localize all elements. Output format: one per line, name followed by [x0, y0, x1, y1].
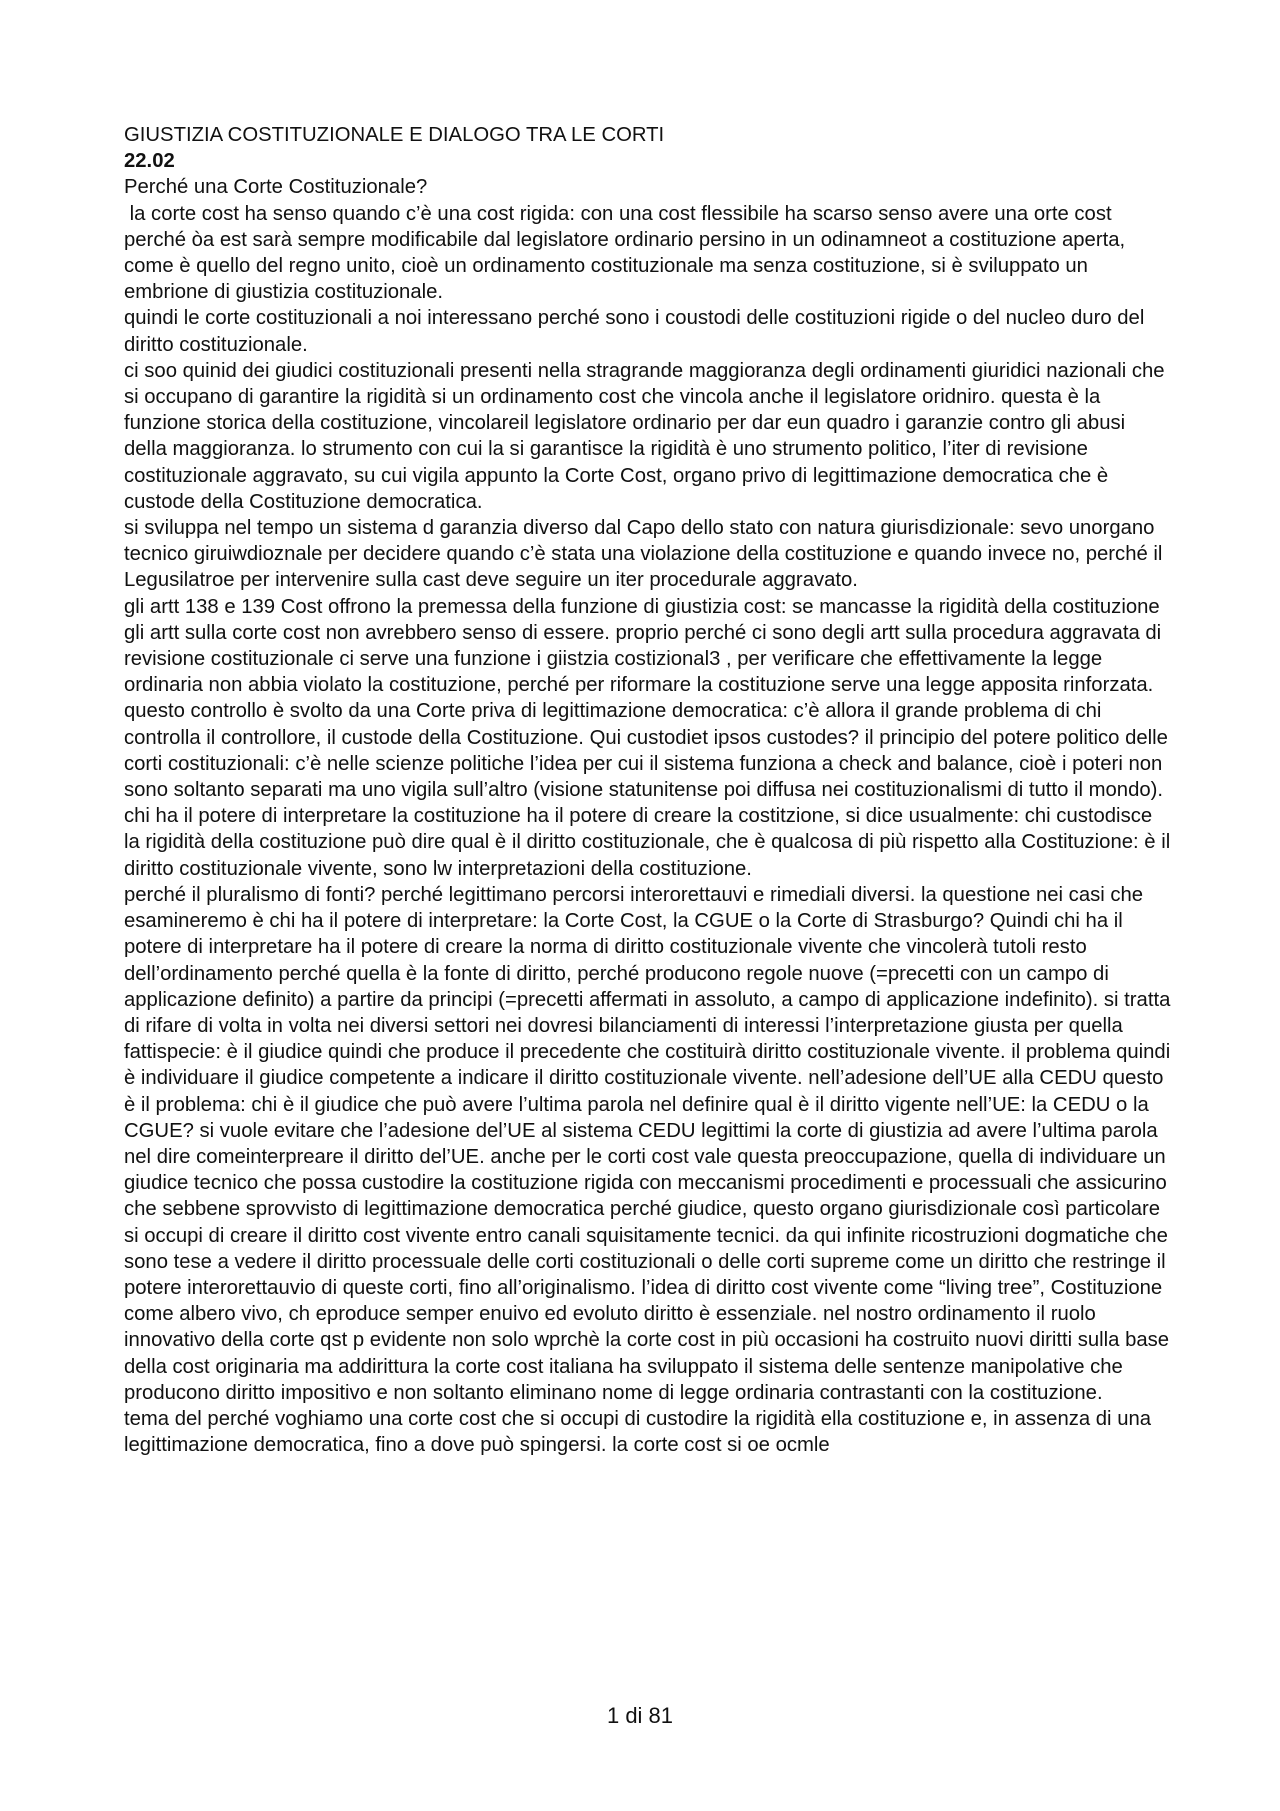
paragraph: si sviluppa nel tempo un sistema d garanzia diverso dal Capo dello stato con natura giurisdizionale: sevo unorgano tecnico giruiwdioznale per decidere quando c’è stata una violazione della costituzione e quando invece no, perché il Legusilatroe per intervenire sulla cast deve seguire un iter procedurale aggravato.: [124, 517, 1163, 592]
paragraph: chi ha il potere di interpretare la costituzione ha il potere di creare la costitzione, si dice usualmente: chi custodisce la rigidità della costituzione può dire qual è il diritto costituzionale, che è qualcosa di più rispetto alla Costituzione: è il diritto costituzionale vivente, sono lw interpretazioni della costituzione.: [124, 805, 1171, 880]
section-question: Perché una Corte Costituzionale?: [124, 176, 428, 199]
document-body: [124, 122, 1172, 1458]
lecture-date: 22.02: [124, 150, 175, 173]
paragraph: tema del perché voghiamo una corte cost che si occupi di custodire la rigidità ella costituzione e, in assenza di una legittimazione democratica, fino a dove può spingersi. la corte cost si oe ocmle: [124, 1407, 1152, 1457]
paragraph: ci soo quinid dei giudici costituzionali presenti nella stragrande maggioranza degli ordinamenti giuridici nazionali che si occupano di garantire la rigidità si un ordinamento cost che vincola anche il legislatore oridniro. questa è la funzione storica della costituzione, vincolareil legislatore ordinario per dar eun quadro i garanzie contro gli abusi della maggioranza. lo strumento con cui la si garantisce la rigidità è uno strumento politico, l’iter di revisione costituzionale aggravato, su cui vigila appunto la Corte Cost, organo privo di legittimazione democratica che è custode della Costituzione democratica.: [124, 359, 1165, 513]
paragraph: la corte cost ha senso quando c’è una cost rigida: con una cost flessibile ha scarso senso avere una orte cost perché òa est sarà sempre modificabile dal legislatore ordinario persino in un odinamneot a costituzione aperta, come è quello del regno unito, cioè un ordinamento costituzionale ma senza costituzione, si è sviluppato un embrione di giustizia costituzionale.: [124, 202, 1131, 304]
paragraph: gli artt 138 e 139 Cost offrono la premessa della funzione di giustizia cost: se mancasse la rigidità della costituzione gli artt sulla corte cost non avrebbero senso di essere. proprio perché ci sono degli artt sulla procedura aggravata di revisione costituzionale ci serve una funzione i giistzia costizional3 , per verificare che effettivamente la legge ordinaria non abbia violato la costituzione, perché per riformare la costituzione serve una legge apposita rinforzata.: [124, 595, 1162, 697]
page-number: 1 di 81: [606, 1703, 674, 1728]
paragraph: quindi le corte costituzionali a noi interessano perché sono i coustodi delle costituzioni rigide o del nucleo duro del diritto costituzionale.: [124, 307, 1145, 356]
paragraph: perché il pluralismo di fonti? perché legittimano percorsi interorettauvi e rimediali diversi. la questione nei casi che esamineremo è chi ha il potere di interpretare: la Corte Cost, la CGUE o la Corte di Strasburgo? Quindi chi ha il potere di interpretare ha il potere di creare la norma di diritto costituzionale vivente che vincolerà tutoli resto dell’ordinamento perché quella è la fonte di diritto, perché producono regole nuove (=precetti con un campo di applicazione definito) a partire da principi (=precetti affermati in assoluto, a campo di applicazione indefinito). si tratta di rifare di volta in volta nei diversi settori nei dovresi bilanciamenti di interessi l’interpretazione giusta per quella fattispecie: è il giudice quindi che produce il precedente che costituirà diritto costituzionale vivente. il problema quindi è individuare il giudice competente a indicare il diritto costituzionale vivente. nell’adesione dell’UE alla CEDU questo è il problema: chi è il giudice che può avere l’ultima parola nel definire qual è il diritto vigente nell’UE: la CEDU o la CGUE? si vuole evitare che l’adesione del’UE al sistema CEDU legittimi la corte di giustizia ad avere l’ultima parola nel dire comeinterpreare il diritto del’UE. anche per le corti cost vale questa preoccupazione, quella di individuare un giudice tecnico che possa custodire la costituzione rigida con meccanismi procedimenti e processuali che assicurino che sebbene sprovvisto di legittimazione democratica perché giudice, questo organo giurisdizionale così particolare si occupi di creare il diritto cost vivente entro canali squisitamente tecnici. da qui infinite ricostruzioni dogmatiche che sono tese a vedere il diritto processuale delle corti costituzionali o delle corti supreme come un diritto che restringe il potere interorettauvio di queste corti, fino all’originalismo. l’idea di diritto cost vivente come “living tree”, Costituzione come albero vivo, ch eproduce semper enuivo ed evoluto diritto è essenziale. nel nostro ordinamento il ruolo innovativo della corte qst p evidente non solo wprchè la corte cost in più occasioni ha costruito nuovi diritti sulla base della cost originaria ma addirittura la corte cost italiana ha sviluppato il sistema delle sentenze manipolative che producono diritto impositivo e non soltanto eliminano nome di legge ordinaria contrastanti con la costituzione.: [124, 883, 1171, 1404]
document-title: GIUSTIZIA COSTITUZIONALE E DIALOGO TRA LE CORTI: [124, 124, 665, 146]
paragraph: questo controllo è svolto da una Corte priva di legittimazione democratica: c’è allora il grande problema di chi controlla il controllore, il custode della Costituzione. Qui custodiet ipsos custodes? il principio del potere politico delle corti costituzionali: c’è nelle scienze politiche l’idea per cui il sistema funziona a check and balance, cioè i poteri non sono soltanto separati ma uno vigila sull’altro (visione statunitense poi diffusa nei costituzionalismi di tutto il mondo).: [124, 700, 1168, 802]
